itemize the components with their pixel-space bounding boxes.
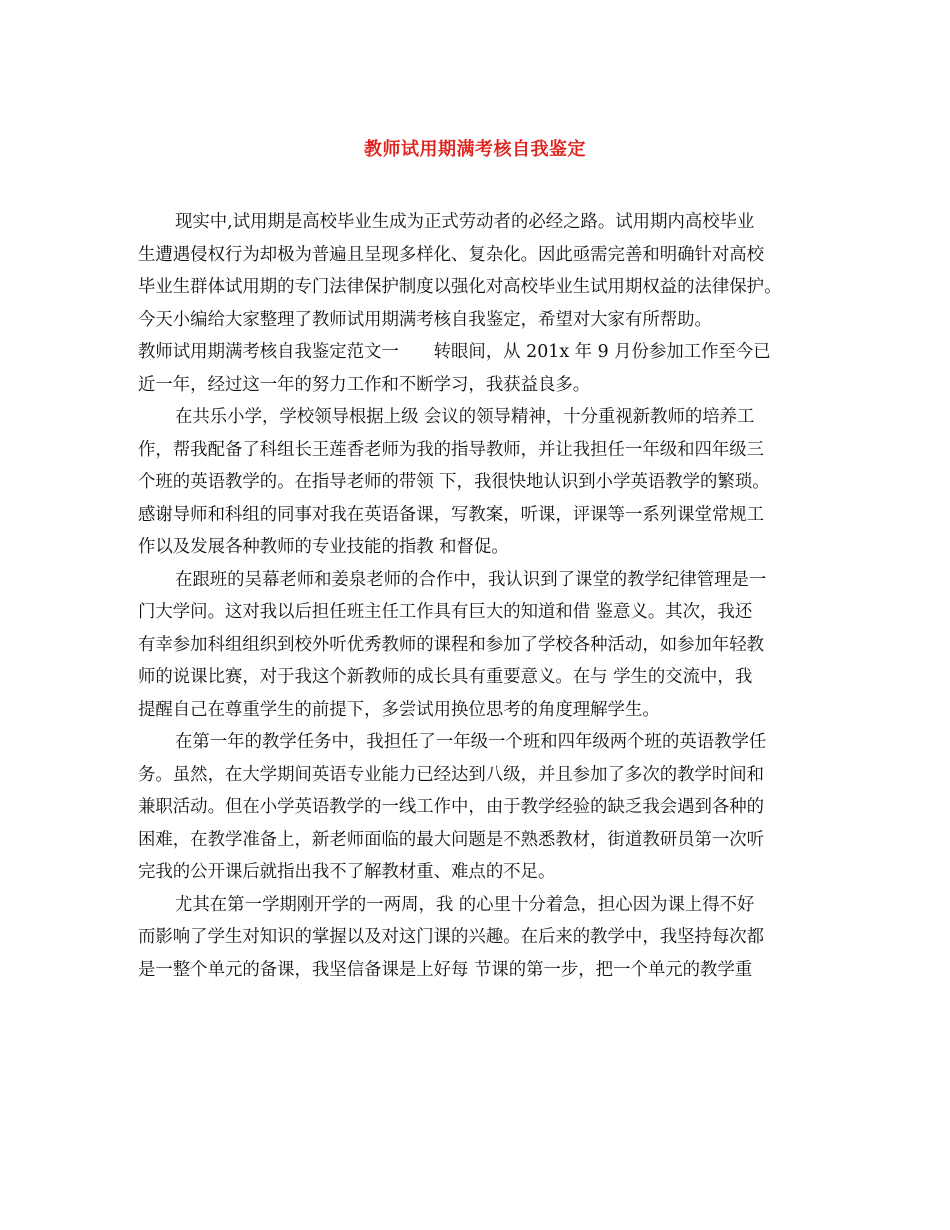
body-line: 完我的公开课后就指出我不了解教材重、难点的不足。 (138, 862, 556, 882)
body-line: 现实中,试用期是高校毕业生成为正式劳动者的必经之路。试用期内高校毕业 (175, 212, 755, 232)
body-line: 今天小编给大家整理了教师试用期满考核自我鉴定，希望对大家有所帮助。 (138, 309, 712, 330)
body-line: 教师试用期满考核自我鉴定范文一 转眼间，从 201x 年 9 月份参加工作至今已 (138, 342, 771, 362)
body-line: 务。虽然，在大学期间英语专业能力已经达到八级，并且参加了多次的教学时间和 (138, 764, 765, 785)
body-line: 近一年，经过这一年的努力工作和不断学习，我获益良多。 (138, 374, 591, 395)
document-title: 教师试用期满考核自我鉴定 (364, 139, 586, 160)
body-line: 在第一年的教学任务中，我担任了一年级一个班和四年级两个班的英语教学任 (175, 732, 767, 752)
body-line: 在共乐小学，学校领导根据上级 会议的领导精神，十分重视新教师的培养工 (175, 407, 755, 427)
body-line: 个班的英语教学的。在指导老师的带领 下，我很快地认识到小学英语教学的繁琐。 (138, 472, 770, 492)
body-line: 有幸参加科组组织到校外听优秀教师的课程和参加了学校各种活动，如参加年轻教 (138, 634, 765, 655)
body-line: 作以及发展各种教师的专业技能的指教 和督促。 (138, 537, 509, 557)
body-line: 提醒自己在尊重学生的前提下，多尝试用换位思考的角度理解学生。 (138, 699, 660, 720)
body-line: 尤其在第一学期刚开学的一两周，我 的心里十分着急，担心因为课上得不好 (175, 894, 755, 915)
body-line: 毕业生群体试用期的专门法律保护制度以强化对高校毕业生试用期权益的法律保护。 (138, 277, 782, 297)
body-line: 作，帮我配备了科组长王莲香老师为我的指导教师，并让我担任一年级和四年级三 (138, 439, 765, 460)
body-line: 是一整个单元的备课，我坚信备课是上好每 节课的第一步，把一个单元的教学重 (138, 959, 753, 980)
body-line: 兼职活动。但在小学英语教学的一线工作中，由于教学经验的缺乏我会遇到各种的 (138, 797, 765, 817)
body-line: 门大学问。这对我以后担任班主任工作具有巨大的知道和借 鉴意义。其次，我还 (138, 602, 753, 622)
body-line: 在跟班的吴幕老师和姜泉老师的合作中，我认识到了课堂的教学纪律管理是一 (175, 569, 767, 590)
body-line: 感谢导师和科组的同事对我在英语备课，写教案，听课，评课等一系列课堂常规工 (138, 504, 765, 525)
body-line: 而影响了学生对知识的掌握以及对这门课的兴趣。在后来的教学中，我坚持每次都 (138, 927, 765, 947)
body-line: 困难，在教学准备上，新老师面临的最大问题是不熟悉教材，街道教研员第一次听 (138, 829, 765, 850)
document-body (138, 206, 812, 986)
body-line: 师的说课比赛，对于我这个新教师的成长具有重要意义。在与 学生的交流中，我 (138, 667, 753, 687)
body-line: 生遭遇侵权行为却极为普遍且呈现多样化、复杂化。因此亟需完善和明确针对高校 (138, 244, 765, 265)
